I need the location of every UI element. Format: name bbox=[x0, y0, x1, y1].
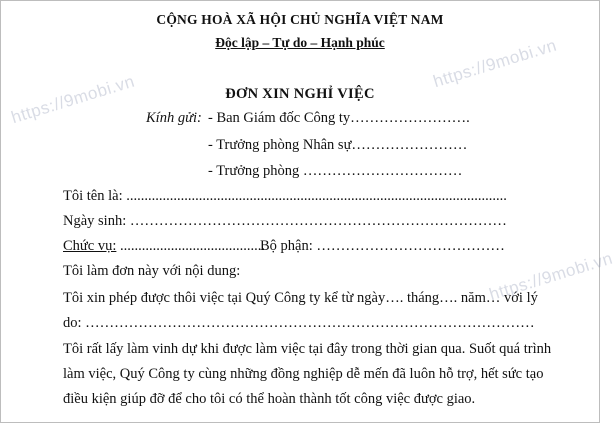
country-header: CỘNG HOÀ XÃ HỘI CHỦ NGHĨA VIỆT NAM bbox=[156, 12, 444, 27]
body-line-4: làm việc, Quý Công ty cùng những đồng nghiệp dễ mến đã luôn hỗ trợ, hết sức tạo bbox=[63, 366, 544, 382]
document-title: ĐƠN XIN NGHỈ VIỆC bbox=[225, 86, 375, 102]
content-intro: Tôi làm đơn này với nội dung: bbox=[63, 263, 241, 279]
name-field: Tôi tên là: ......................................................................................................... bbox=[63, 188, 507, 204]
position-label: Chức vụ: bbox=[63, 238, 117, 254]
body-line-5: điều kiện giúp đỡ để cho tôi có thể hoàn thành tốt công việc được giao. bbox=[63, 391, 476, 407]
recipient-dept-head: - Trưởng phòng …………………………… bbox=[208, 163, 463, 179]
department-field: Bộ phận: ………………………………… bbox=[260, 238, 505, 254]
body-line-3: Tôi rất lấy làm vinh dự khi được làm việc tại đây trong thời gian qua. Suốt quá trình bbox=[63, 341, 552, 357]
national-motto: Độc lập – Tự do – Hạnh phúc bbox=[215, 35, 385, 50]
recipient-director: - Ban Giám đốc Công ty……………………. bbox=[208, 110, 470, 126]
position-dots: ........................................ bbox=[116, 238, 265, 254]
body-line-1: Tôi xin phép được thôi việc tại Quý Công ty kể từ ngày…. tháng…. năm… với lý bbox=[63, 290, 538, 306]
position-field bbox=[63, 237, 265, 255]
watermark-bottom-right: https://9mobi.vn bbox=[487, 248, 615, 305]
body-line-2: do: ………………………………………………………………………………… bbox=[63, 315, 535, 331]
recipient-label: Kính gửi: bbox=[146, 110, 202, 126]
watermark-top-right: https://9mobi.vn bbox=[431, 35, 559, 92]
birth-field: Ngày sinh: …………………………………………………………………… bbox=[63, 213, 507, 229]
recipient-hr-head: - Trưởng phòng Nhân sự…………………… bbox=[208, 137, 468, 153]
watermark-left: https://9mobi.vn bbox=[9, 71, 137, 128]
